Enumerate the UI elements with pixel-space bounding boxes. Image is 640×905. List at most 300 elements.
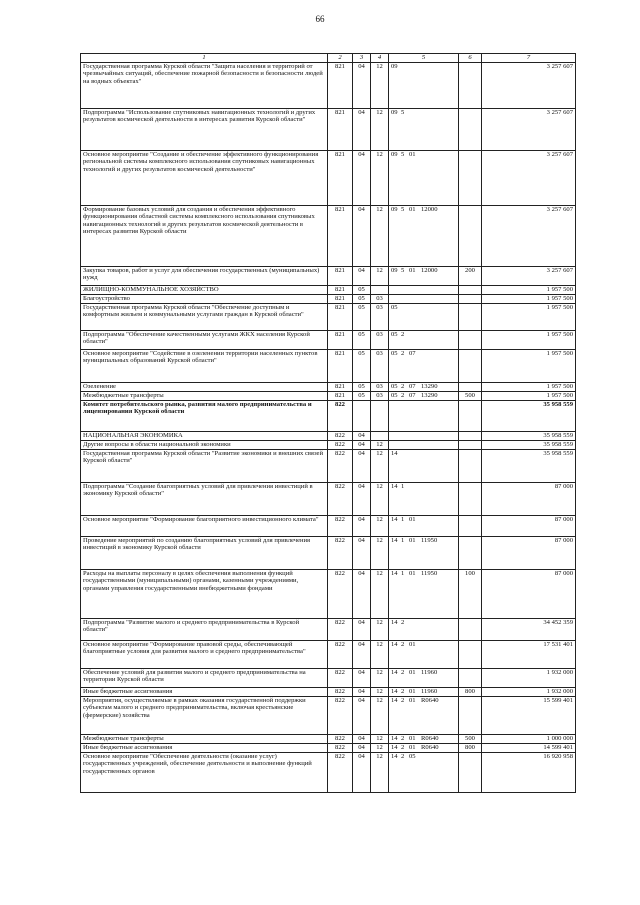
row-ministry-code: 821 <box>328 109 353 151</box>
row-target-article-code <box>389 286 459 295</box>
row-expense-type-code <box>459 304 482 331</box>
row-subsection-code: 12 <box>371 450 389 483</box>
target-article-part: 07 <box>409 392 416 399</box>
row-target-article-code <box>389 537 459 570</box>
row-expense-type-code <box>459 753 482 793</box>
row-amount: 87 000 <box>482 483 576 516</box>
table-row <box>81 697 576 735</box>
table-row <box>81 350 576 383</box>
row-ministry-code: 821 <box>328 304 353 331</box>
row-description: Иные бюджетные ассигнования <box>81 744 328 753</box>
row-target-article-code <box>389 450 459 483</box>
target-article-part: 05 <box>409 753 416 760</box>
row-section-code: 04 <box>353 744 371 753</box>
row-target-article-code <box>389 735 459 744</box>
row-amount: 1 957 500 <box>482 350 576 383</box>
target-article-part: 13290 <box>421 392 438 399</box>
row-expense-type-code <box>459 63 482 109</box>
row-expense-type-code <box>459 450 482 483</box>
row-section-code: 04 <box>353 206 371 267</box>
target-article-part: R0640 <box>421 744 439 751</box>
row-amount: 87 000 <box>482 570 576 619</box>
row-amount: 3 257 607 <box>482 109 576 151</box>
row-description: Основное мероприятие "Формирование благоприятного инвестиционного климата" <box>81 516 328 537</box>
row-description: Подпрограмма "Использование спутниковых навигационных технологий и других результатов космической деятельности в интересах развития Курской области" <box>81 109 328 151</box>
table-row <box>81 331 576 350</box>
row-description: Озеленение <box>81 383 328 392</box>
target-article-part: 14 <box>391 688 398 695</box>
row-ministry-code: 822 <box>328 450 353 483</box>
row-expense-type-code <box>459 350 482 383</box>
target-article-part: 05 <box>391 350 398 357</box>
row-section-code: 04 <box>353 753 371 793</box>
target-article-part: 14 <box>391 450 398 457</box>
row-expense-type-code <box>459 697 482 735</box>
target-article-part: R0640 <box>421 735 439 742</box>
row-amount: 1 000 000 <box>482 735 576 744</box>
row-target-article-code <box>389 669 459 688</box>
table-row <box>81 295 576 304</box>
row-target-article-code <box>389 295 459 304</box>
target-article-part: 01 <box>409 688 416 695</box>
row-subsection-code: 12 <box>371 483 389 516</box>
table-row <box>81 516 576 537</box>
target-article-part: 01 <box>409 516 416 523</box>
target-article-part: 09 <box>391 151 398 158</box>
row-amount: 87 000 <box>482 516 576 537</box>
row-ministry-code: 821 <box>328 331 353 350</box>
row-amount: 3 257 607 <box>482 63 576 109</box>
row-amount: 15 599 401 <box>482 697 576 735</box>
header-col-1: 1 <box>81 54 328 63</box>
target-article-part: 09 <box>391 206 398 213</box>
row-subsection-code: 12 <box>371 697 389 735</box>
row-section-code: 04 <box>353 63 371 109</box>
row-expense-type-code <box>459 286 482 295</box>
row-ministry-code: 822 <box>328 744 353 753</box>
target-article-part: 07 <box>409 350 416 357</box>
row-subsection-code: 12 <box>371 735 389 744</box>
row-ministry-code: 822 <box>328 483 353 516</box>
target-article-part: 05 <box>391 304 398 311</box>
target-article-part: 14 <box>391 641 398 648</box>
row-subsection-code: 03 <box>371 350 389 383</box>
target-article-part: 5 <box>401 267 405 274</box>
row-description: Формирование базовых условий для создания и обеспечения эффективного функционирования областной системы комплексного использования спутниковых навигационных технологий и других результатов космической деятельности в интересах развития Курской области <box>81 206 328 267</box>
table-row <box>81 744 576 753</box>
row-subsection-code: 03 <box>371 295 389 304</box>
row-description: ЖИЛИЩНО-КОММУНАЛЬНОЕ ХОЗЯЙСТВО <box>81 286 328 295</box>
row-ministry-code: 822 <box>328 641 353 669</box>
table-row <box>81 432 576 441</box>
table-row <box>81 304 576 331</box>
row-amount: 87 000 <box>482 537 576 570</box>
header-col-2: 2 <box>328 54 353 63</box>
row-section-code: 04 <box>353 267 371 286</box>
header-col-7: 7 <box>482 54 576 63</box>
row-description: Проведение мероприятий по созданию благоприятных условий для привлечения инвестиций в экономику Курской области <box>81 537 328 570</box>
row-ministry-code: 822 <box>328 688 353 697</box>
row-description: Государственная программа Курской области "Защита населения и территорий от чрезвычайных ситуаций, обеспечение пожарной безопасности и безопасности людей на водных объектах" <box>81 63 328 109</box>
row-ministry-code: 822 <box>328 697 353 735</box>
target-article-part: 14 <box>391 483 398 490</box>
table-row <box>81 483 576 516</box>
row-amount: 17 531 401 <box>482 641 576 669</box>
row-target-article-code <box>389 516 459 537</box>
row-target-article-code <box>389 151 459 206</box>
target-article-part: 1 <box>401 537 405 544</box>
target-article-part: 1 <box>401 570 405 577</box>
row-subsection-code: 12 <box>371 267 389 286</box>
row-expense-type-code <box>459 669 482 688</box>
table-row <box>81 151 576 206</box>
target-article-part: 01 <box>409 151 416 158</box>
target-article-part: 11960 <box>421 688 438 695</box>
table-row <box>81 109 576 151</box>
target-article-part: 09 <box>391 63 398 70</box>
row-expense-type-code <box>459 619 482 641</box>
row-subsection-code: 12 <box>371 63 389 109</box>
row-subsection-code: 12 <box>371 744 389 753</box>
row-amount: 34 452 359 <box>482 619 576 641</box>
target-article-part: 01 <box>409 641 416 648</box>
row-expense-type-code <box>459 109 482 151</box>
target-article-part: 2 <box>401 688 405 695</box>
row-amount: 1 957 500 <box>482 383 576 392</box>
target-article-part: 2 <box>401 331 405 338</box>
row-ministry-code: 822 <box>328 432 353 441</box>
target-article-part: 2 <box>401 619 405 626</box>
row-target-article-code <box>389 641 459 669</box>
row-amount: 1 932 000 <box>482 669 576 688</box>
row-description: Расходы на выплаты персоналу в целях обеспечения выполнения функций государственными (муниципальными) органами, казенными учреждениями, органами управления государственными внебюджетными фондами <box>81 570 328 619</box>
target-article-part: 14 <box>391 516 398 523</box>
table-row <box>81 641 576 669</box>
row-amount: 16 920 958 <box>482 753 576 793</box>
row-target-article-code <box>389 63 459 109</box>
row-amount: 1 932 000 <box>482 688 576 697</box>
row-subsection-code: 12 <box>371 669 389 688</box>
row-section-code: 04 <box>353 537 371 570</box>
table-row <box>81 450 576 483</box>
row-expense-type-code <box>459 295 482 304</box>
row-ministry-code: 821 <box>328 383 353 392</box>
row-description: Основное мероприятие "Формирование правовой среды, обеспечивающей благоприятные условия для развития малого и среднего предпринимательства" <box>81 641 328 669</box>
row-subsection-code: 03 <box>371 392 389 401</box>
target-article-part: 12000 <box>421 206 438 213</box>
target-article-part: 05 <box>391 331 398 338</box>
row-amount: 1 957 500 <box>482 286 576 295</box>
target-article-part: 11950 <box>421 570 438 577</box>
row-target-article-code <box>389 401 459 432</box>
target-article-part: 14 <box>391 570 398 577</box>
row-ministry-code: 822 <box>328 735 353 744</box>
table-row <box>81 753 576 793</box>
row-amount: 35 958 559 <box>482 441 576 450</box>
row-subsection-code: 12 <box>371 619 389 641</box>
row-target-article-code <box>389 109 459 151</box>
row-ministry-code: 822 <box>328 401 353 432</box>
row-target-article-code <box>389 432 459 441</box>
row-section-code: 05 <box>353 304 371 331</box>
row-ministry-code: 821 <box>328 151 353 206</box>
row-ministry-code: 822 <box>328 516 353 537</box>
row-description: Закупка товаров, работ и услуг для обеспечения государственных (муниципальных) нужд <box>81 267 328 286</box>
row-target-article-code <box>389 619 459 641</box>
row-ministry-code: 821 <box>328 286 353 295</box>
row-target-article-code <box>389 392 459 401</box>
table-row <box>81 669 576 688</box>
row-subsection-code: 12 <box>371 753 389 793</box>
row-ministry-code: 822 <box>328 669 353 688</box>
row-subsection-code <box>371 286 389 295</box>
row-description: Государственная программа Курской области "Развитие экономики и внешних связей Курской области" <box>81 450 328 483</box>
row-amount: 1 957 500 <box>482 331 576 350</box>
row-section-code: 04 <box>353 735 371 744</box>
row-section-code: 04 <box>353 432 371 441</box>
row-ministry-code: 821 <box>328 295 353 304</box>
row-section-code: 04 <box>353 151 371 206</box>
row-description: Благоустройство <box>81 295 328 304</box>
row-expense-type-code <box>459 331 482 350</box>
target-article-part: 01 <box>409 537 416 544</box>
target-article-part: 5 <box>401 109 405 116</box>
row-amount: 35 958 559 <box>482 432 576 441</box>
row-target-article-code <box>389 753 459 793</box>
target-article-part: R0640 <box>421 697 439 704</box>
target-article-part: 07 <box>409 383 416 390</box>
table-row <box>81 267 576 286</box>
target-article-part: 14 <box>391 753 398 760</box>
row-description: Межбюджетные трансферты <box>81 735 328 744</box>
target-article-part: 12000 <box>421 267 438 274</box>
row-section-code: 04 <box>353 109 371 151</box>
target-article-part: 2 <box>401 669 405 676</box>
table-row <box>81 286 576 295</box>
table-row <box>81 401 576 432</box>
target-article-part: 09 <box>391 267 398 274</box>
row-subsection-code: 12 <box>371 109 389 151</box>
target-article-part: 01 <box>409 669 416 676</box>
table-row <box>81 688 576 697</box>
row-section-code: 04 <box>353 441 371 450</box>
row-section-code: 05 <box>353 286 371 295</box>
target-article-part: 01 <box>409 267 416 274</box>
row-subsection-code: 12 <box>371 441 389 450</box>
row-section-code: 05 <box>353 350 371 383</box>
row-section-code: 05 <box>353 383 371 392</box>
row-ministry-code: 822 <box>328 537 353 570</box>
table-row <box>81 570 576 619</box>
row-section-code: 04 <box>353 619 371 641</box>
row-description: Основное мероприятие "Создание и обеспечение эффективного функционирования региональной системы комплексного использования спутниковых навигационных технологий и других результатов космической деятельности" <box>81 151 328 206</box>
header-row <box>81 54 576 63</box>
target-article-part: 01 <box>409 570 416 577</box>
row-subsection-code <box>371 432 389 441</box>
target-article-part: 2 <box>401 392 405 399</box>
target-article-part: 2 <box>401 641 405 648</box>
table-row <box>81 537 576 570</box>
row-amount: 3 257 607 <box>482 206 576 267</box>
row-amount: 1 957 500 <box>482 304 576 331</box>
target-article-part: 14 <box>391 735 398 742</box>
row-amount: 1 957 500 <box>482 295 576 304</box>
row-ministry-code: 821 <box>328 206 353 267</box>
row-description: Государственная программа Курской области "Обеспечение доступным и комфортным жильем и коммунальными услугами граждан в Курской области" <box>81 304 328 331</box>
row-amount: 35 958 559 <box>482 450 576 483</box>
row-subsection-code: 12 <box>371 151 389 206</box>
row-expense-type-code: 100 <box>459 570 482 619</box>
row-ministry-code: 821 <box>328 392 353 401</box>
row-section-code: 04 <box>353 669 371 688</box>
row-subsection-code: 12 <box>371 641 389 669</box>
row-expense-type-code <box>459 537 482 570</box>
row-subsection-code: 12 <box>371 570 389 619</box>
row-amount: 35 958 559 <box>482 401 576 432</box>
row-subsection-code: 12 <box>371 537 389 570</box>
row-expense-type-code <box>459 483 482 516</box>
row-description: Подпрограмма "Обеспечение качественными услугами ЖКХ населения Курской области" <box>81 331 328 350</box>
row-section-code: 04 <box>353 450 371 483</box>
row-amount: 3 257 607 <box>482 267 576 286</box>
table-row <box>81 392 576 401</box>
row-target-article-code <box>389 206 459 267</box>
row-amount: 1 957 500 <box>482 392 576 401</box>
row-description: Комитет потребительского рынка, развития малого предпринимательства и лицензирования Курской области <box>81 401 328 432</box>
header-col-5: 5 <box>389 54 459 63</box>
row-target-article-code <box>389 483 459 516</box>
row-description: НАЦИОНАЛЬНАЯ ЭКОНОМИКА <box>81 432 328 441</box>
target-article-part: 1 <box>401 516 405 523</box>
target-article-part: 11950 <box>421 537 438 544</box>
row-section-code: 05 <box>353 331 371 350</box>
row-expense-type-code <box>459 441 482 450</box>
row-target-article-code <box>389 350 459 383</box>
row-section-code <box>353 401 371 432</box>
budget-table <box>80 53 576 793</box>
row-description: Основное мероприятие "Обеспечение деятельности (оказание услуг) государственных учреждений, обеспечение деятельности и выполнение функций государственных органов <box>81 753 328 793</box>
target-article-part: 2 <box>401 735 405 742</box>
target-article-part: 14 <box>391 744 398 751</box>
target-article-part: 2 <box>401 383 405 390</box>
target-article-part: 01 <box>409 697 416 704</box>
row-expense-type-code: 800 <box>459 744 482 753</box>
target-article-part: 01 <box>409 735 416 742</box>
row-ministry-code: 822 <box>328 441 353 450</box>
row-section-code: 05 <box>353 295 371 304</box>
row-ministry-code: 822 <box>328 570 353 619</box>
target-article-part: 14 <box>391 537 398 544</box>
table-row <box>81 441 576 450</box>
row-ministry-code: 821 <box>328 350 353 383</box>
row-subsection-code: 03 <box>371 331 389 350</box>
row-description: Иные бюджетные ассигнования <box>81 688 328 697</box>
row-expense-type-code <box>459 516 482 537</box>
target-article-part: 05 <box>391 392 398 399</box>
row-description: Другие вопросы в области национальной экономики <box>81 441 328 450</box>
target-article-part: 14 <box>391 669 398 676</box>
target-article-part: 13290 <box>421 383 438 390</box>
row-expense-type-code <box>459 641 482 669</box>
target-article-part: 2 <box>401 753 405 760</box>
row-target-article-code <box>389 383 459 392</box>
target-article-part: 1 <box>401 483 405 490</box>
row-target-article-code <box>389 331 459 350</box>
row-expense-type-code <box>459 432 482 441</box>
row-subsection-code <box>371 401 389 432</box>
row-subsection-code: 12 <box>371 206 389 267</box>
row-expense-type-code: 200 <box>459 267 482 286</box>
row-expense-type-code: 800 <box>459 688 482 697</box>
target-article-part: 14 <box>391 697 398 704</box>
row-subsection-code: 03 <box>371 383 389 392</box>
row-description: Межбюджетные трансферты <box>81 392 328 401</box>
row-target-article-code <box>389 304 459 331</box>
row-expense-type-code <box>459 151 482 206</box>
row-description: Мероприятия, осуществляемые в рамках оказания государственной поддержки субъектам малого и среднего предпринимательства, включая крестьянские (фермерские) хозяйства <box>81 697 328 735</box>
row-subsection-code: 12 <box>371 516 389 537</box>
row-target-article-code <box>389 744 459 753</box>
table-row <box>81 63 576 109</box>
row-section-code: 04 <box>353 688 371 697</box>
row-section-code: 04 <box>353 570 371 619</box>
row-description: Подпрограмма "Создание благоприятных условий для привлечения инвестиций в экономику Курской области" <box>81 483 328 516</box>
row-section-code: 04 <box>353 697 371 735</box>
row-target-article-code <box>389 688 459 697</box>
target-article-part: 5 <box>401 151 405 158</box>
row-expense-type-code <box>459 401 482 432</box>
header-col-6: 6 <box>459 54 482 63</box>
target-article-part: 05 <box>391 383 398 390</box>
row-target-article-code <box>389 267 459 286</box>
target-article-part: 2 <box>401 350 405 357</box>
row-amount: 3 257 607 <box>482 151 576 206</box>
row-expense-type-code: 500 <box>459 392 482 401</box>
row-amount: 14 599 401 <box>482 744 576 753</box>
header-col-3: 3 <box>353 54 371 63</box>
row-section-code: 04 <box>353 483 371 516</box>
row-ministry-code: 821 <box>328 63 353 109</box>
row-target-article-code <box>389 697 459 735</box>
row-description: Основное мероприятие "Содействие в озеленении территории населенных пунктов муниципальных образований Курской области" <box>81 350 328 383</box>
row-description: Подпрограмма "Развитие малого и среднего предпринимательства в Курской области" <box>81 619 328 641</box>
row-description: Обеспечение условий для развития малого и среднего предпринимательства на территории Курской области <box>81 669 328 688</box>
page-number: 66 <box>315 14 325 24</box>
header-col-4: 4 <box>371 54 389 63</box>
row-ministry-code: 822 <box>328 753 353 793</box>
row-expense-type-code: 500 <box>459 735 482 744</box>
row-section-code: 05 <box>353 392 371 401</box>
row-target-article-code <box>389 570 459 619</box>
target-article-part: 14 <box>391 619 398 626</box>
row-subsection-code: 03 <box>371 304 389 331</box>
target-article-part: 11960 <box>421 669 438 676</box>
target-article-part: 5 <box>401 206 405 213</box>
table-body <box>81 63 576 793</box>
target-article-part: 09 <box>391 109 398 116</box>
table-row <box>81 206 576 267</box>
row-ministry-code: 822 <box>328 619 353 641</box>
row-section-code: 04 <box>353 641 371 669</box>
row-subsection-code: 12 <box>371 688 389 697</box>
row-section-code: 04 <box>353 516 371 537</box>
target-article-part: 2 <box>401 697 405 704</box>
table-row <box>81 735 576 744</box>
target-article-part: 01 <box>409 206 416 213</box>
table-row <box>81 383 576 392</box>
row-expense-type-code <box>459 383 482 392</box>
target-article-part: 2 <box>401 744 405 751</box>
